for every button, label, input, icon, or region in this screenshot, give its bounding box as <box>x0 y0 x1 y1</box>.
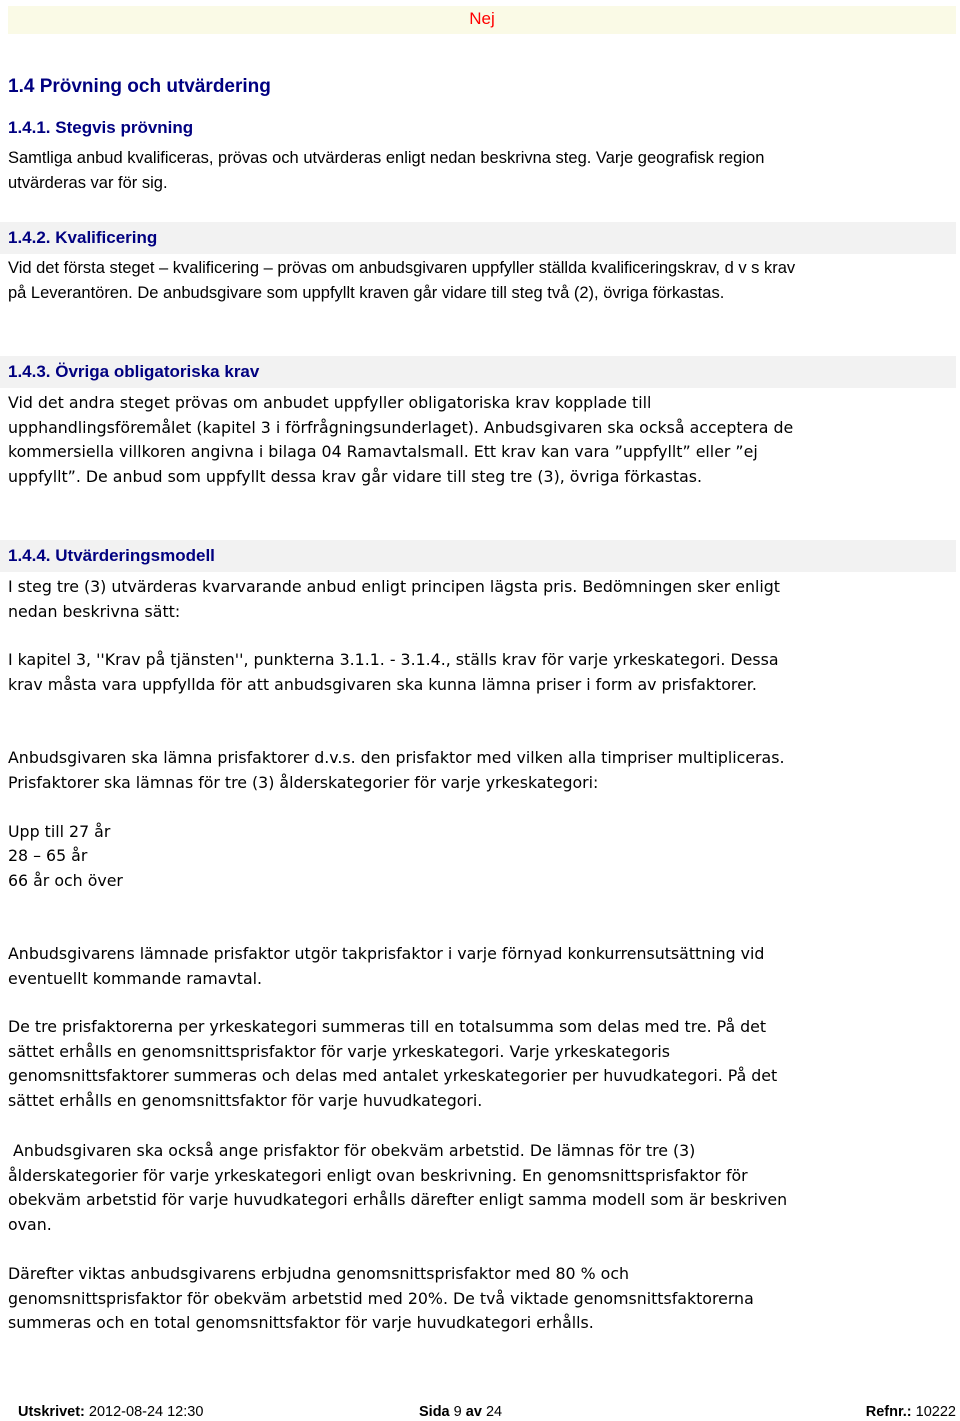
footer-ref-label: Refnr.: <box>865 1404 912 1420</box>
answer-value: Nej <box>469 9 495 28</box>
paragraph-obekvam-arbetstid: Anbudsgivaren ska också ange prisfaktor för obekväm arbetstid. De lämnas för tre (3) ålderskategorier för varje yrkeskategori enligt ovan beskrivning. En genomsnittsprisfaktor för obekväm arbetstid för varje huvudkategori erhålls därefter enligt samma modell som är beskriven ovan. <box>8 1141 793 1234</box>
answer-bar <box>8 6 956 34</box>
heading-stegvis-provning: 1.4.1. Stegvis prövning <box>8 118 194 137</box>
footer-page-number: 9 <box>453 1404 462 1420</box>
paragraph-prisfaktorer: Anbudsgivaren ska lämna prisfaktorer d.v.s. den prisfaktor med vilken alla timpriser multipliceras. Prisfaktorer ska lämnas för tre (3) ålderskategorier för varje yrkeskategori: <box>8 748 785 792</box>
footer-page-of: av <box>465 1404 482 1420</box>
footer-page-label: Sida <box>419 1404 450 1420</box>
paragraph-takprisfaktor: Anbudsgivarens lämnade prisfaktor utgör takprisfaktor i varje förnyad konkurrensutsättning vid eventuellt kommande ramavtal. <box>8 944 765 988</box>
paragraph-kapitel-3: I kapitel 3, ''Krav på tjänsten'', punkterna 3.1.1. - 3.1.4., ställs krav för varje yrkeskategori. Dessa krav måsta vara uppfyllda för att anbudsgivaren ska kunna lämna priser i form av prisfaktorer. <box>8 650 779 694</box>
footer-ref <box>866 1404 956 1420</box>
footer-printed-label: Utskrivet: <box>18 1404 85 1420</box>
paragraph-viktning: Därefter viktas anbudsgivarens erbjudna genomsnittsprisfaktor med 80 % och genomsnittsprisfaktor för obekväm arbetstid med 20%. De två viktade genomsnittsfaktorerna summeras och en total genomsnittsfaktor för varje huvudkategori erhålls. <box>8 1264 754 1332</box>
heading-obligatoriska-krav: 1.4.3. Övriga obligatoriska krav <box>8 362 260 381</box>
age-group-item: Upp till 27 år <box>8 822 111 841</box>
paragraph-obligatoriska-krav: Vid det andra steget prövas om anbudet uppfyller obligatoriska krav kopplade till upphandlingsföremålet (kapitel 3 i förfrågningsunderlaget). Anbudsgivaren ska också acceptera de kommersiella villkoren angivna i bilaga 04 Ramavtalsmall. Ett krav kan vara ”uppfyllt” eller ”ej uppfyllt”. De anbud som uppfyllt dessa krav går vidare till steg tre (3), övriga förkastas. <box>8 393 794 486</box>
paragraph-kvalificering: Vid det första steget – kvalificering – prövas om anbudsgivaren uppfyller ställda kvalificeringskrav, d v s krav på Leverantören. De anbudsgivare som uppfyllt kraven går vidare till steg två (2), övriga förkastas. <box>8 259 796 302</box>
section-title: 1.4 Prövning och utvärdering <box>8 76 271 97</box>
paragraph-genomsnitt: De tre prisfaktorerna per yrkeskategori summeras till en totalsumma som delas med tre. På det sättet erhålls en genomsnittsprisfaktor för varje yrkeskategori. Varje yrkeskategoris genomsnittsfaktorer summeras och delas med antalet yrkeskategorier per huvudkategori. På det sättet erhålls en genomsnittsfaktor för varje huvudkategori. <box>8 1017 778 1110</box>
footer-ref-value: 10222 <box>915 1404 956 1420</box>
heading-utvarderingsmodell: 1.4.4. Utvärderingsmodell <box>8 546 215 565</box>
footer-page <box>419 1404 502 1420</box>
footer-printed-value: 2012-08-24 12:30 <box>88 1404 204 1420</box>
footer-page-total: 24 <box>485 1404 503 1420</box>
paragraph-stegvis-provning: Samtliga anbud kvalificeras, prövas och utvärderas enligt nedan beskrivna steg. Varje geografisk region utvärderas var för sig. <box>8 149 765 192</box>
age-group-item: 28 – 65 år <box>8 846 88 865</box>
age-group-item: 66 år och över <box>8 871 123 890</box>
footer-printed <box>18 1404 203 1420</box>
heading-kvalificering: 1.4.2. Kvalificering <box>8 228 158 247</box>
paragraph-steg-tre: I steg tre (3) utvärderas kvarvarande anbud enligt principen lägsta pris. Bedömningen sker enligt nedan beskrivna sätt: <box>8 577 780 621</box>
